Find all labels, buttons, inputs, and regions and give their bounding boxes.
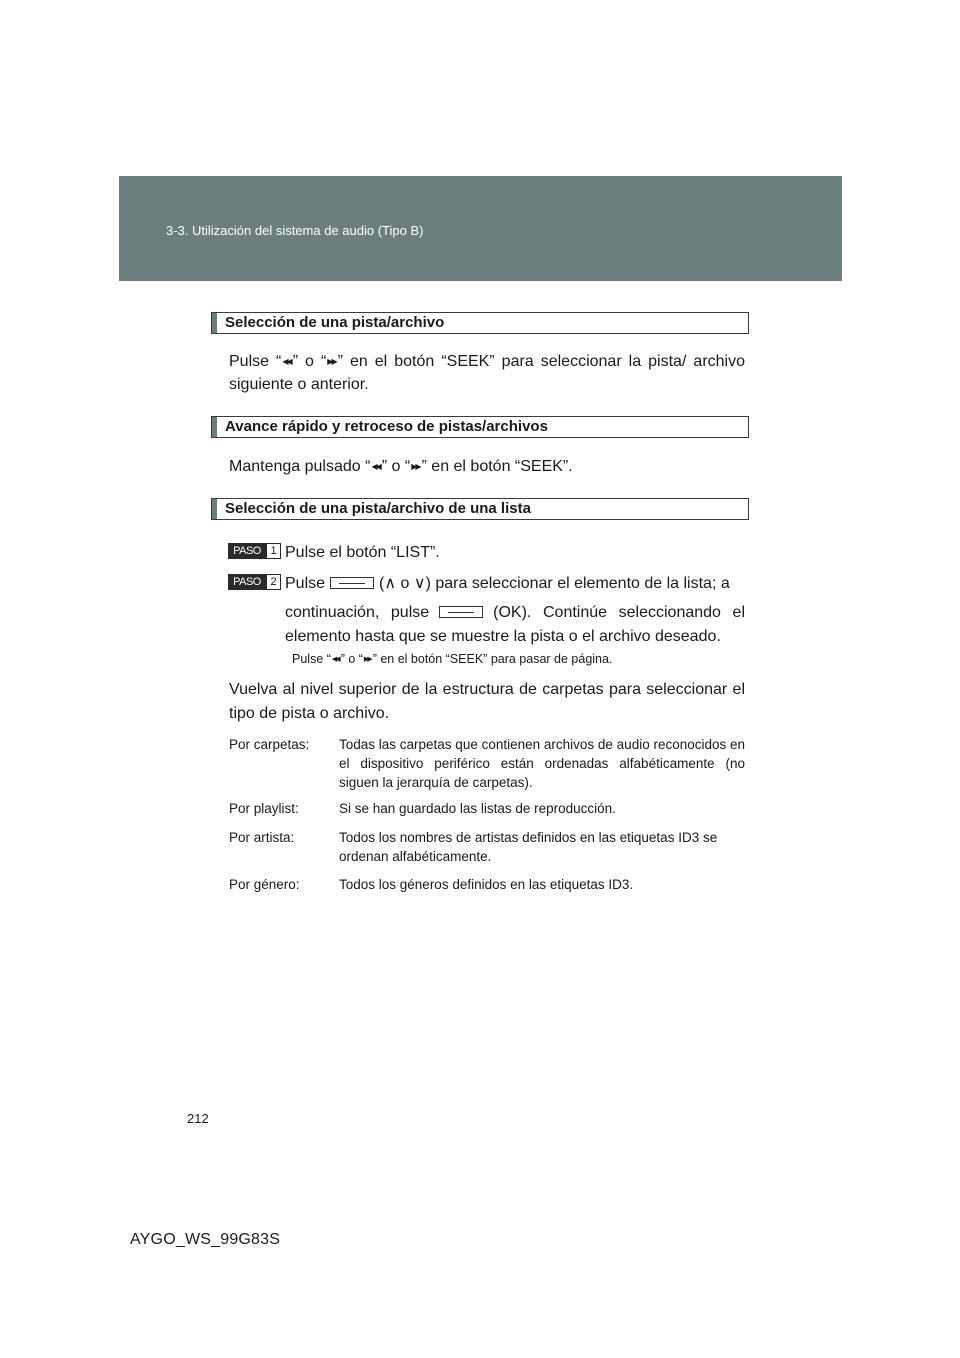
definition-text: Todos los géneros definidos en las etiquetas ID3. xyxy=(339,877,634,892)
chapter-title: 3-3. Utilización del sistema de audio (Tipo B) xyxy=(166,223,424,238)
section-heading-list-select xyxy=(211,498,749,520)
section-title: Selección de una pista/archivo de una lista xyxy=(225,500,531,517)
section-heading-track-select xyxy=(211,312,749,334)
definition-text: Todas las carpetas que contienen archivos de audio reconocidos en el dispositivo periférico están ordenadas alfabéticamente (no siguen la jerarquía de carpetas). xyxy=(339,737,746,790)
document-code: AYGO_WS_99G83S xyxy=(130,1231,281,1248)
text-fragment: ” en el botón “SEEK”. xyxy=(421,458,573,475)
text-fragment: ” o “ xyxy=(381,458,411,475)
text-fragment: (∧ o ∨) para seleccionar el elemento de la lista; a xyxy=(379,575,730,592)
page-number: 212 xyxy=(187,1111,209,1126)
text-fragment: ” o “ xyxy=(292,353,327,370)
section-heading-accent xyxy=(212,499,217,519)
text-fragment: Mantenga pulsado “ xyxy=(229,458,371,475)
rewind-icon: ◀◀ xyxy=(371,462,380,471)
tune-select-button-icon xyxy=(330,577,374,589)
step-number: 1 xyxy=(266,543,281,559)
fast-forward-icon: ▶▶ xyxy=(327,357,336,366)
text-fragment: ” o “ xyxy=(340,652,363,666)
section-heading-accent xyxy=(212,313,217,333)
text-fragment: ” en el botón “SEEK” para seleccionar la pista/ archivo siguiente o anterior. xyxy=(229,353,745,393)
section-title: Selección de una pista/archivo xyxy=(225,314,445,331)
definition-text: Todos los nombres de artistas definidos en las etiquetas ID3 se ordenan alfabéticamente. xyxy=(339,830,718,864)
step-1-badge xyxy=(228,543,280,559)
fast-forward-icon: ▶▶ xyxy=(411,462,420,471)
text-fragment: (OK). Continúe seleccionando el elemento hasta que se muestre la pista o el archivo deseado. xyxy=(285,604,745,645)
text-fragment: Pulse “ xyxy=(229,353,282,370)
ok-button-icon xyxy=(439,606,483,618)
step-label: PASO xyxy=(228,543,266,559)
definition-label: Por género: xyxy=(229,877,300,892)
folder-level-paragraph: Vuelva al nivel superior de la estructura de carpetas para seleccionar el tipo de pista o archivo. xyxy=(229,681,745,722)
step-2-badge xyxy=(228,574,280,590)
section-title: Avance rápido y retroceso de pistas/archivos xyxy=(225,418,548,435)
seek-instruction xyxy=(229,350,745,396)
section-heading-fast-forward xyxy=(211,416,749,438)
step-2-line-2 xyxy=(285,601,745,649)
step-number: 2 xyxy=(266,574,281,590)
step-1-text: Pulse el botón “LIST”. xyxy=(285,544,440,561)
definition-label: Por artista: xyxy=(229,830,295,845)
hold-instruction xyxy=(229,455,745,478)
definition-text: Si se han guardado las listas de reproducción. xyxy=(339,801,616,816)
fast-forward-icon: ▶▶ xyxy=(363,656,371,663)
text-fragment: ” en el botón “SEEK” para pasar de página. xyxy=(372,652,613,666)
section-heading-accent xyxy=(212,417,217,437)
text-fragment: Pulse xyxy=(285,575,326,592)
definition-label: Por playlist: xyxy=(229,801,299,816)
text-fragment: continuación, pulse xyxy=(285,604,430,621)
chapter-header-band xyxy=(119,176,842,281)
page-turn-note xyxy=(292,652,612,666)
rewind-icon: ◀◀ xyxy=(331,656,339,663)
step-2-line-1 xyxy=(285,572,730,595)
rewind-icon: ◀◀ xyxy=(282,357,291,366)
step-label: PASO xyxy=(228,574,266,590)
text-fragment: Pulse “ xyxy=(292,652,331,666)
definition-label: Por carpetas: xyxy=(229,737,310,752)
